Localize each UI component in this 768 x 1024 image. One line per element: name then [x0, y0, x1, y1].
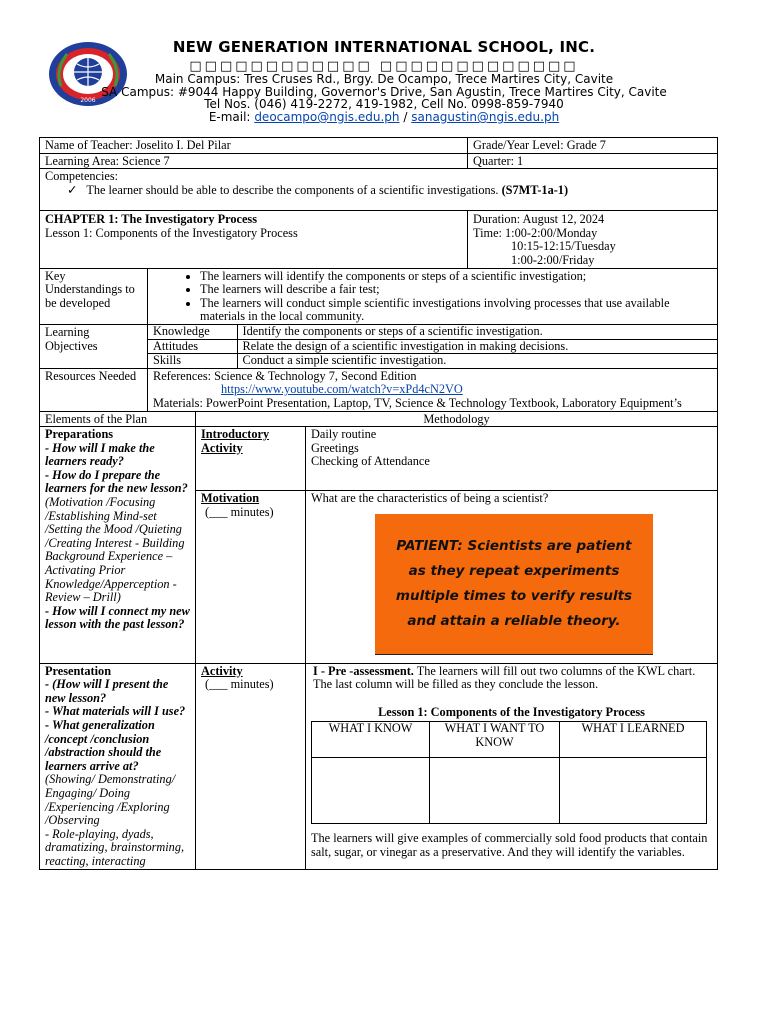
- kwl-learned-cell[interactable]: [560, 758, 707, 824]
- kwl-know-cell[interactable]: [312, 758, 430, 824]
- preparations-notes: (Motivation /Focusing /Establishing Mind-set /Setting the Mood /Quieting /Creating Interest - Building Background Experience – Activating Prior Knowledge/Apperception - Review – Drill): [45, 495, 185, 605]
- quarter: Quarter: 1: [468, 153, 718, 169]
- kwl-header-know: WHAT I KNOW: [312, 722, 430, 758]
- key-understandings-label: Key Understandings to be developed: [40, 268, 148, 324]
- logo-year: 2006: [80, 97, 96, 104]
- activity-minutes: (___ minutes): [205, 677, 274, 692]
- main-campus: Main Campus: Tres Cruses Rd., Brgy. De Ocampo, Trece Martires City, Cavite: [154, 72, 614, 86]
- resources-label: Resources Needed: [40, 368, 148, 411]
- motivation-minutes: (___ minutes): [205, 504, 274, 519]
- materials: Materials: PowerPoint Presentation, Laptop, TV, Science & Technology Textbook, Laboratory Equipment’s: [153, 395, 682, 410]
- presentation-title: Presentation: [45, 663, 112, 678]
- presentation-notes-2: - Role-playing, dyads, dramatizing, brainstorming, reacting, interacting: [45, 826, 185, 868]
- email-label: E-mail:: [208, 110, 251, 124]
- competencies-row: [40, 169, 718, 211]
- objectives-table: [148, 325, 717, 368]
- kwl-header-learned: WHAT I LEARNED: [560, 722, 707, 758]
- resources-row: [40, 368, 718, 411]
- objective-domain: Attitudes: [148, 339, 237, 354]
- plan-header-row: [40, 411, 718, 427]
- time-tuesday: 10:15-12:15/Tuesday: [511, 239, 616, 254]
- motivation-content-cell: [306, 491, 718, 664]
- school-name-alt: □□□□□□□□□□□□ □□□□□□□□□□□□□: [189, 59, 579, 74]
- check-icon: ✓: [67, 182, 78, 197]
- preparations-question: - How do I prepare the learners for the new lesson?: [45, 467, 188, 496]
- pre-assessment-label: I - Pre -assessment.: [313, 663, 414, 678]
- activity-label-cell: [196, 663, 306, 869]
- objective-text: Conduct a simple scientific investigation.: [237, 354, 717, 368]
- preparations-question: - How will I connect my new lesson with the past lesson?: [45, 603, 190, 632]
- elements-header: Elements of the Plan: [40, 411, 196, 427]
- kwl-want-cell[interactable]: [430, 758, 560, 824]
- intro-activity-title: Introductory Activity: [201, 427, 270, 455]
- teacher-name: Name of Teacher: Joselito I. Del Pilar: [40, 138, 468, 154]
- lesson-title: Lesson 1: Components of the Investigatory Process: [45, 225, 298, 240]
- preparations-question: - How will I make the learners ready?: [45, 440, 155, 469]
- objective-row-skills: [148, 354, 717, 368]
- objective-text: Relate the design of a scientific investigation in making decisions.: [237, 339, 717, 354]
- kwl-header-row: [312, 722, 707, 758]
- intro-row: [40, 427, 718, 491]
- intro-content-cell: [306, 427, 718, 491]
- area-row: [40, 153, 718, 169]
- intro-item: Greetings: [311, 440, 359, 455]
- chapter-cell: [40, 211, 468, 268]
- kwl-chart: [311, 721, 707, 824]
- email-separator: /: [403, 110, 408, 124]
- intro-label-cell: [196, 427, 306, 491]
- competency-text: The learner should be able to describe the components of a scientific investigations.: [86, 182, 499, 197]
- pre-assessment-text: The learners will fill out two columns of the KWL chart. The last column will be filled as they conclude the lesson.: [313, 663, 696, 692]
- sa-campus: SA Campus: #9044 Happy Building, Governor's Drive, San Agustin, Trece Martires City, Cavite: [101, 85, 667, 99]
- kwl-header-want: WHAT I WANT TO KNOW: [430, 722, 560, 758]
- chapter-row: [40, 211, 718, 268]
- objectives-row: [40, 324, 718, 368]
- resources-cell: [148, 368, 718, 411]
- email-line: [0, 110, 768, 124]
- key-item: • The learners will conduct simple scientific investigations involving processes that use available materials in the local community.: [200, 297, 712, 324]
- objectives-label: Learning Objectives: [40, 324, 148, 368]
- objective-row-attitudes: [148, 339, 717, 354]
- key-understandings-cell: [148, 268, 718, 324]
- methodology-header: Methodology: [196, 411, 718, 427]
- key-item: • The learners will identify the components or steps of a scientific investigation;: [200, 270, 712, 284]
- presentation-question: - What generalization /concept /conclusion /abstraction should the learners arrive at?: [45, 718, 162, 773]
- references: References: Science & Technology 7, Second Edition: [153, 368, 417, 383]
- duration: Duration: August 12, 2024: [473, 212, 605, 227]
- key-understandings-row: [40, 268, 718, 324]
- presentation-row: [40, 663, 718, 869]
- school-name: NEW GENERATION INTERNATIONAL SCHOOL, INC.: [172, 38, 596, 56]
- motivation-title: Motivation: [201, 491, 260, 506]
- callout-line: and attain a reliable theory.: [407, 612, 621, 629]
- activity-closing: The learners will give examples of commercially sold food products that contain salt, sugar, or vinegar as a preservative. And they will identify the variables.: [311, 831, 708, 860]
- lesson-plan-table: [39, 137, 718, 870]
- email-link-sanagustin[interactable]: sanagustin@ngis.edu.ph: [411, 110, 560, 124]
- competency-code: (S7MT-1a-1): [501, 182, 569, 197]
- preparations-title: Preparations: [45, 427, 114, 442]
- key-item: • The learners will describe a fair test;: [200, 283, 712, 297]
- phone-numbers: Tel Nos. (046) 419-2272, 419-1982, Cell No. 0998-859-7940: [204, 97, 564, 111]
- objective-row-knowledge: [148, 325, 717, 339]
- learning-area: Learning Area: Science 7: [40, 153, 468, 169]
- callout-line: PATIENT: Scientists are patient: [396, 537, 632, 554]
- callout-line: as they repeat experiments: [408, 562, 620, 579]
- presentation-question: - What materials will I use?: [45, 704, 186, 719]
- youtube-link[interactable]: https://www.youtube.com/watch?v=xPd4cN2VO: [221, 382, 463, 397]
- presentation-notes: (Showing/ Demonstrating/ Engaging/ Doing /Experiencing /Exploring /Observing: [45, 772, 176, 828]
- kwl-title: Lesson 1: Components of the Investigatory Process: [378, 704, 645, 719]
- competencies-label: Competencies:: [45, 169, 119, 184]
- objective-domain: Skills: [148, 354, 237, 368]
- preparations-cell: [40, 427, 196, 664]
- schedule-cell: [468, 211, 718, 268]
- pre-assessment: [311, 665, 712, 692]
- time-monday: Time: 1:00-2:00/Monday: [473, 225, 598, 240]
- email-link-deocampo[interactable]: deocampo@ngis.edu.ph: [254, 110, 400, 124]
- motivation-label-cell: [196, 491, 306, 664]
- competency-item: [45, 184, 712, 198]
- activity-title: Activity: [201, 663, 243, 678]
- intro-item: Checking of Attendance: [311, 454, 430, 469]
- time-friday: 1:00-2:00/Friday: [511, 252, 595, 267]
- patient-callout: [375, 514, 653, 655]
- presentation-question: - (How will I present the new lesson?: [45, 677, 169, 705]
- objective-text: Identify the components or steps of a scientific investigation.: [237, 325, 717, 339]
- grade-level: Grade/Year Level: Grade 7: [468, 138, 718, 154]
- motivation-question: What are the characteristics of being a scientist?: [311, 491, 549, 506]
- intro-item: Daily routine: [311, 427, 377, 442]
- objectives-cell: [148, 324, 718, 368]
- kwl-body-row: [312, 758, 707, 824]
- activity-content-cell: [306, 663, 718, 869]
- callout-line: multiple times to verify results: [395, 587, 633, 604]
- objective-domain: Knowledge: [148, 325, 237, 339]
- teacher-row: [40, 138, 718, 154]
- competencies-cell: [40, 169, 718, 211]
- chapter-title: CHAPTER 1: The Investigatory Process: [45, 212, 257, 227]
- presentation-cell: [40, 663, 196, 869]
